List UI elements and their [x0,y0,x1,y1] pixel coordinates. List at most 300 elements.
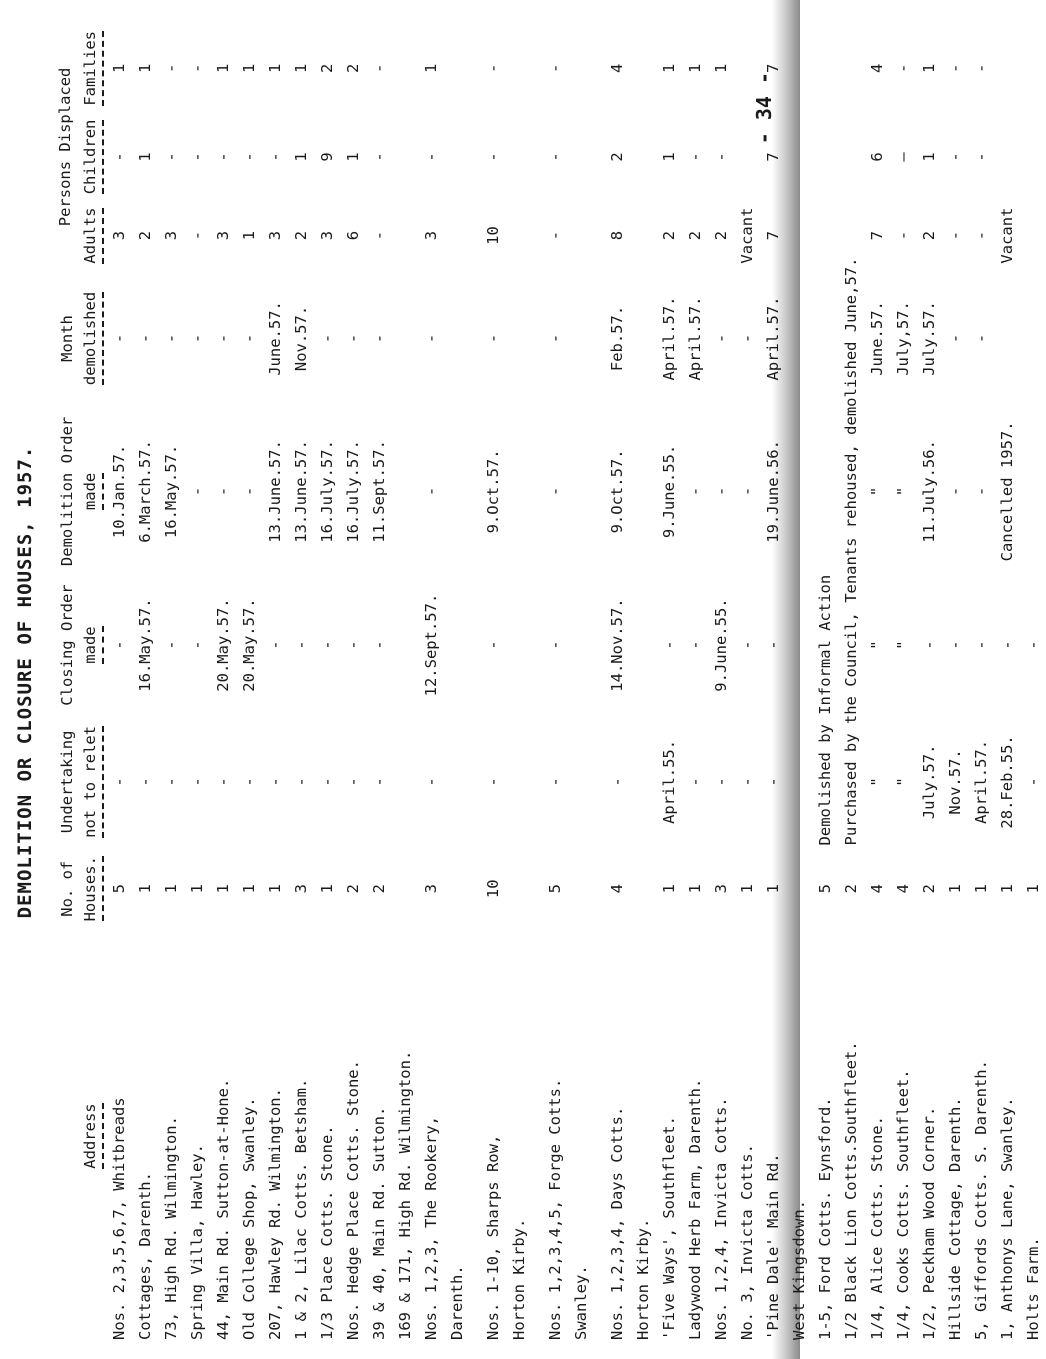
cell-month-demolished: - [214,333,232,344]
cell-undertaking: 28.Feb.55. [998,735,1016,829]
cell-no-houses: 1 [686,884,704,894]
table-row [392,24,418,1344]
cell-demolition-order: 13.June.57. [292,440,310,543]
cell-undertaking: - [318,777,336,787]
cell-month-demolished: - [546,333,564,344]
cell-address: Horton Kirby. [634,1218,652,1340]
cell-month-demolished: - [344,333,362,344]
demolition-table [54,24,1046,1344]
cell-month-demolished [506,270,532,407]
cell-closing-order: - [738,640,756,650]
cell-address: 207, Hawley Rd. Wilmington. [266,1088,284,1340]
cell-action-note: Purchased by the Council, Tenants rehoused, demolished June,57. [842,257,860,846]
cell-children [1020,113,1046,202]
cell-closing-order: 20.May.57. [214,598,232,692]
cell-adults: 7 [868,230,886,241]
cell-adults: 10 [484,226,502,245]
cell-adults: - [946,230,964,241]
cell-families: 1 [660,63,678,73]
cell-demolition-order: 13.June.57. [266,440,284,543]
cell-no-houses: 1 [1024,884,1042,894]
table-row [480,24,506,1344]
table-row [366,24,392,1344]
cell-demolition-order: " [868,486,886,497]
header-closing-order: Closing Order made [54,576,106,715]
cell-no-houses: 3 [712,884,730,894]
cell-month-demolished: - [188,333,206,344]
table-row [444,24,470,1344]
cell-adults: 3 [162,230,180,241]
cell-address: 1, Anthonys Lane, Swanley. [998,1097,1016,1340]
cell-families [392,24,418,113]
header-demolition-order: Demolition Order made [54,407,106,576]
cell-adults: 3 [214,230,232,241]
cell-month-demolished: April.57. [764,296,782,381]
table-row [210,24,236,1344]
cell-demolition-order: - [546,486,564,497]
cell-undertaking: - [738,777,756,787]
cell-month-demolished: - [110,333,128,344]
cell-families: - [188,63,206,73]
cell-demolition-order: 16.July.57. [318,440,336,543]
cell-undertaking: - [162,777,180,787]
cell-address: 1/4, Cooks Cotts. Southfleet. [894,1069,912,1340]
cell-children [392,113,418,202]
table-row [890,24,916,1344]
cell-address: Nos. Hedge Place Cotts. Stone. [344,1060,362,1340]
cell-adults: - [370,230,388,241]
rotated-page [10,12,1042,1352]
cell-children: - [484,152,502,162]
table-row [106,24,132,1344]
cell-no-houses: 4 [608,884,626,894]
cell-demolition-order: - [214,486,232,497]
cell-month-demolished: June.57. [868,301,886,376]
cell-no-houses: 1 [738,884,756,894]
cell-address: 1/3 Place Cotts. Stone. [318,1125,336,1340]
cell-address: 1-5, Ford Cotts. Eynsford. [816,1097,834,1340]
cell-closing-order [630,576,656,715]
cell-closing-order: " [868,640,886,650]
cell-address: 1/4, Alice Cotts. Stone. [868,1116,886,1340]
cell-closing-order: - [1024,640,1042,650]
cell-closing-order: - [266,640,284,650]
cell-closing-order: - [292,640,310,650]
cell-no-houses [506,849,532,928]
cell-adults [444,201,470,270]
cell-children: - [110,152,128,162]
cell-undertaking: - [764,777,782,787]
table-row [542,24,568,1344]
cell-no-houses: 1 [946,884,964,894]
cell-closing-order: " [894,640,912,650]
table-row [864,24,890,1344]
cell-undertaking: - [292,777,310,787]
cell-undertaking [786,714,812,849]
cell-closing-order: - [370,640,388,650]
cell-closing-order: - [188,640,206,650]
cell-adults: 3 [422,230,440,241]
table-row [604,24,630,1344]
cell-children: - [162,152,180,162]
cell-families: 7 [764,63,782,73]
cell-no-houses [630,849,656,928]
cell-demolition-order: 9.Oct.57. [484,449,502,534]
cell-children [568,113,594,202]
table-row [708,24,734,1344]
cell-families: 2 [344,63,362,73]
cell-month-demolished: June.57. [266,301,284,376]
cell-closing-order: - [110,640,128,650]
cell-adults: 1 [240,230,258,241]
cell-address: 73, High Rd. Wilmington. [162,1116,180,1340]
cell-families: 1 [214,63,232,73]
cell-undertaking: - [266,777,284,787]
cell-no-houses: 4 [868,884,886,894]
cell-month-demolished: - [318,333,336,344]
cell-closing-order: 14.Nov.57. [608,598,626,692]
table-row [734,24,760,1344]
cell-month-demolished [786,270,812,407]
cell-children [444,113,470,202]
cell-month-demolished: - [162,333,180,344]
cell-families: 1 [110,63,128,73]
cell-families: 1 [266,63,284,73]
header-month-demolished: Month demolished [54,270,106,407]
cell-no-houses: 2 [920,884,938,894]
cell-address: 1 & 2, Lilac Cotts. Betsham. [292,1078,310,1340]
cell-demolition-order: - [946,486,964,497]
cell-month-demolished [392,270,418,407]
cell-children: 1 [660,152,678,162]
cell-adults: 3 [110,230,128,241]
cell-demolition-order: - [738,486,756,497]
cell-closing-order: - [546,640,564,650]
cell-families: 1 [712,63,730,73]
cell-closing-order [786,576,812,715]
cell-families: - [370,63,388,73]
cell-families [630,24,656,113]
cell-address: No. 3, Invicta Cotts. [738,1144,756,1340]
cell-undertaking: - [344,777,362,787]
cell-children [786,113,812,202]
cell-undertaking: - [608,777,626,787]
cell-month-demolished: Feb.57. [608,305,626,372]
header-children: Children [79,113,106,202]
cell-families: 1 [292,63,310,73]
table-row [656,24,682,1344]
cell-address: 39 & 40, Main Rd. Sutton. [370,1106,388,1340]
cell-month-demolished: July,57. [894,301,912,376]
cell-no-houses: 10 [484,879,502,899]
cell-undertaking: - [370,777,388,787]
cell-no-houses: 2 [842,884,860,894]
cell-demolition-order: - [422,486,440,497]
cell-children [994,113,1020,202]
cell-children [630,113,656,202]
cell-demolition-order: - [712,486,730,497]
header-families: Families [79,24,106,113]
cell-no-houses: 5 [546,884,564,894]
cell-adults: 2 [712,230,730,241]
cell-adults: - [188,230,206,241]
cell-no-houses: 1 [240,884,258,894]
cell-undertaking: - [110,777,128,787]
cell-no-houses: 5 [110,884,128,894]
cell-children: - [370,152,388,162]
cell-undertaking: - [712,777,730,787]
cell-families: 4 [608,63,626,73]
cell-no-houses: 1 [188,884,206,894]
cell-demolition-order [786,407,812,576]
cell-month-demolished: April.57. [660,296,678,381]
cell-no-houses: 3 [292,884,310,894]
cell-closing-order: - [318,640,336,650]
cell-demolition-order [1020,407,1046,576]
cell-children: - [546,152,564,162]
cell-undertaking: - [686,777,704,787]
cell-address: Ladywood Herb Farm, Darenth. [686,1078,704,1340]
cell-undertaking: " [868,777,886,787]
cell-address: 169 & 171, High Rd. Wilmington. [396,1050,414,1340]
header-row-1 [54,24,79,1344]
cell-closing-order [392,576,418,715]
cell-demolition-order: 16.July.57. [344,440,362,543]
cell-families: 1 [686,63,704,73]
cell-closing-order: - [764,640,782,650]
table-row [340,24,366,1344]
cell-undertaking: - [484,777,502,787]
table-row [942,24,968,1344]
cell-demolition-order [444,407,470,576]
cell-adults [506,201,532,270]
cell-closing-order: - [946,640,964,650]
cell-address: 'Five Ways', Southfleet. [660,1116,678,1340]
cell-no-houses: 1 [660,884,678,894]
cell-address: Nos. 1-10, Sharps Row, [484,1134,502,1340]
cell-families: 2 [318,63,336,73]
cell-address: Nos. 1,2,4, Invicta Cotts. [712,1097,730,1340]
cell-address: Horton Kirby. [510,1218,528,1340]
cell-children: 9 [318,152,336,162]
cell-no-houses: 1 [318,884,336,894]
table-row [968,24,994,1344]
cell-address: Nos. 1,2,3,4,5, Forge Cotts. [546,1078,564,1340]
table-row [812,24,838,1344]
cell-undertaking [568,714,594,849]
cell-families: - [946,63,964,73]
cell-children: - [972,152,990,162]
cell-adults [630,201,656,270]
cell-adults: - [972,230,990,241]
table-row [314,24,340,1344]
cell-adults: 6 [344,230,362,241]
cell-address: 5, Giffords Cotts. S. Darenth. [972,1060,990,1340]
cell-families [568,24,594,113]
cell-month-demolished: - [484,333,502,344]
cell-children: 7 [764,152,782,162]
cell-closing-order [568,576,594,715]
cell-families: - [894,63,912,73]
table-row [262,24,288,1344]
cell-no-houses: 2 [370,884,388,894]
cell-no-houses: 3 [422,884,440,894]
cell-demolition-order: - [972,486,990,497]
cell-undertaking: - [136,777,154,787]
header-adults: Adults [79,201,106,270]
cell-closing-order: - [344,640,362,650]
cell-month-demolished: April.57. [686,296,704,381]
cell-children: - [686,152,704,162]
cell-demolition-order: - [188,486,206,497]
cell-families: - [484,63,502,73]
cell-children: 1 [920,152,938,162]
cell-no-houses: 1 [214,884,232,894]
cell-demolition-order [392,407,418,576]
table-row [184,24,210,1344]
cell-address: Swanley. [572,1265,590,1340]
table-body [106,24,1046,1344]
cell-no-houses: 1 [998,884,1016,894]
table-row [630,24,656,1344]
cell-adults: 2 [292,230,310,241]
header-no-houses: No. of Houses. [54,849,106,928]
cell-families: 1 [920,63,938,73]
cell-no-houses: 1 [764,884,782,894]
cell-month-demolished: - [240,333,258,344]
cell-undertaking: " [894,777,912,787]
table-row [506,24,532,1344]
cell-adults: 8 [608,230,626,241]
cell-demolition-order [630,407,656,576]
cell-no-houses: 2 [344,884,362,894]
cell-children: 2 [608,152,626,162]
cell-demolition-order: Cancelled 1957. [998,421,1016,562]
table-row [132,24,158,1344]
cell-no-houses: 4 [894,884,912,894]
cell-month-demolished: - [136,333,154,344]
table-row [568,24,594,1344]
cell-children: 6 [868,152,886,162]
cell-closing-order: - [484,640,502,650]
cell-month-demolished: July.57. [920,301,938,376]
cell-address: Hillside Cottage, Darenth. [946,1097,964,1340]
cell-adults [568,201,594,270]
cell-adults: 2 [660,230,678,241]
cell-month-demolished: - [370,333,388,344]
cell-demolition-order: 16.May.57. [162,444,180,539]
cell-no-houses: 5 [816,884,834,894]
cell-month-demolished [994,270,1020,407]
cell-adults: Vacant [738,207,756,264]
cell-families: 1 [422,63,440,73]
cell-month-demolished: - [946,333,964,344]
cell-demolition-order: 10.Jan.57. [110,444,128,539]
cell-children: - [422,152,440,162]
cell-no-houses [568,849,594,928]
cell-no-houses [392,849,418,928]
header-undertaking: Undertaking not to relet [54,714,106,849]
cell-address: Cottages, Darenth. [136,1172,154,1340]
cell-undertaking: - [422,777,440,787]
cell-closing-order: 9.June.55. [712,598,730,692]
cell-families: 1 [136,63,154,73]
cell-families: - [972,63,990,73]
cell-no-houses: 1 [136,884,154,894]
cell-address: West Kingsdown. [790,1200,808,1340]
cell-address: Nos. 1,2,3, The Rookery, [422,1116,440,1340]
cell-children: - [946,152,964,162]
cell-demolition-order: - [240,486,258,497]
cell-demolition-order: 6.March.57. [136,440,154,543]
table-row [158,24,184,1344]
cell-month-demolished: - [422,333,440,344]
table-row [236,24,262,1344]
cell-families [506,24,532,113]
cell-undertaking [444,714,470,849]
row-spacer [594,24,604,1344]
cell-families: - [162,63,180,73]
cell-closing-order: 12.Sept.57. [422,593,440,697]
cell-families: 1 [240,63,258,73]
cell-month-demolished: - [712,333,730,344]
cell-adults: 2 [920,230,938,241]
cell-no-houses [786,849,812,928]
cell-address: Darenth. [448,1265,466,1340]
cell-address: 1/2 Black Lion Cotts.Southfleet. [842,1041,860,1340]
cell-undertaking: - [188,777,206,787]
cell-no-houses: 1 [266,884,284,894]
cell-families: - [546,63,564,73]
row-spacer [532,24,542,1344]
cell-closing-order [444,576,470,715]
cell-families: 4 [868,63,886,73]
cell-demolition-order [568,407,594,576]
cell-demolition-order: - [686,486,704,497]
cell-demolition-order: 9.Oct.57. [608,449,626,534]
cell-undertaking: - [1024,777,1042,787]
cell-families [444,24,470,113]
cell-closing-order: 20.May.57. [240,598,258,692]
cell-closing-order [506,576,532,715]
cell-demolition-order: 19.June.56. [764,440,782,543]
header-address: Address [54,928,106,1344]
cell-undertaking: - [214,777,232,787]
cell-children: 1 [136,152,154,162]
cell-no-houses [444,849,470,928]
table-row [994,24,1020,1344]
cell-demolition-order: 11.Sept.57. [370,440,388,543]
cell-adults: 2 [136,230,154,241]
cell-children: - [214,152,232,162]
cell-closing-order: - [660,640,678,650]
cell-adults [786,201,812,270]
cell-adults: - [894,230,912,241]
row-spacer [470,24,480,1344]
cell-families [994,24,1020,113]
cell-undertaking: April.55. [660,739,678,824]
cell-closing-order: - [998,640,1016,650]
cell-adults: 3 [266,230,284,241]
cell-closing-order: - [972,640,990,650]
cell-closing-order: - [162,640,180,650]
page-number: - 34 - [752,72,776,145]
table-row [760,24,786,1344]
cell-address: 44, Main Rd. Sutton-at-Hone. [214,1078,232,1340]
cell-adults [1020,201,1046,270]
cell-adults [392,201,418,270]
cell-children: — [894,152,912,162]
